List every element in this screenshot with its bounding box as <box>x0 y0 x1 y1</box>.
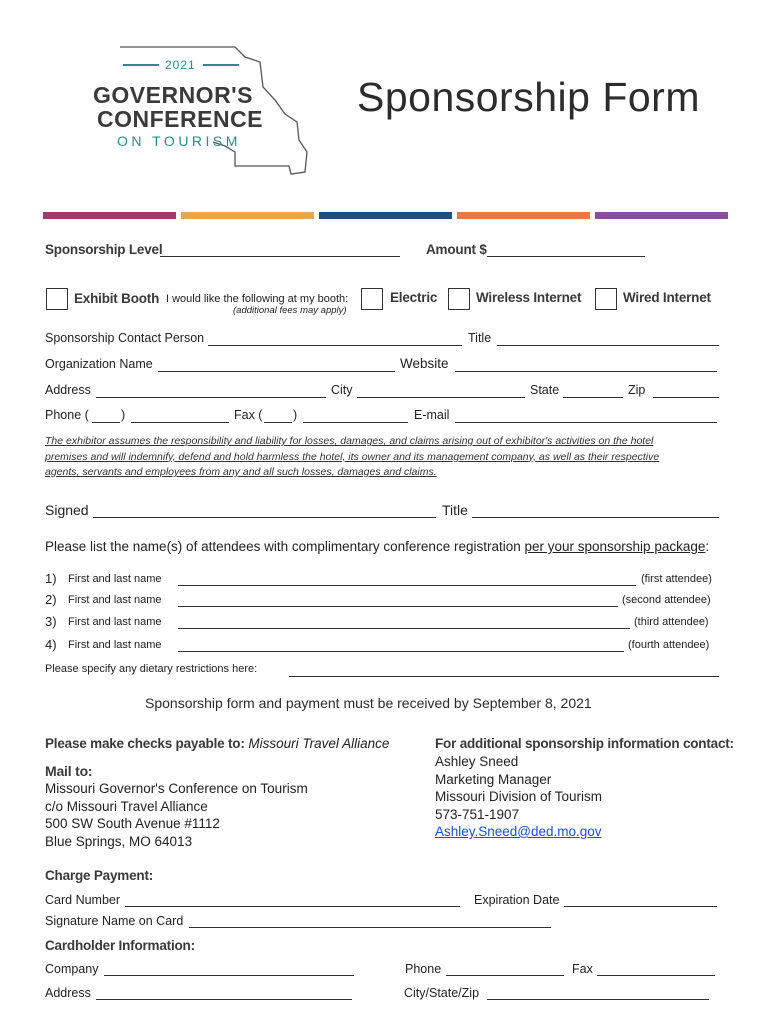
checks-payable-label <box>45 736 389 751</box>
conference-logo <box>85 42 315 182</box>
logo-line1: GOVERNOR'S <box>93 82 253 108</box>
signed-title-field[interactable] <box>472 505 719 518</box>
attendees-intro-text: Please list the name(s) of attendees with complimentary conference registration <box>45 539 521 554</box>
organization-name-label: Organization Name <box>45 357 153 371</box>
email-field[interactable] <box>455 410 717 423</box>
state-label: State <box>530 383 560 397</box>
info-contact-label: For additional sponsorship information contact: <box>435 736 734 751</box>
website-field[interactable] <box>455 359 717 372</box>
disclaimer-line-3: agents, servants and employees from any and all such losses, damages and claims. <box>45 466 437 478</box>
attendee-4-label: First and last name <box>68 639 162 651</box>
mail-line-3: 500 SW South Avenue #1112 <box>45 816 220 831</box>
attendee-2-field[interactable] <box>178 594 618 607</box>
info-contact-phone: 573-751-1907 <box>435 806 520 822</box>
signature-name-field[interactable] <box>189 915 551 928</box>
expiration-date-field[interactable] <box>564 894 717 907</box>
info-contact-name: Ashley Sneed <box>435 754 519 769</box>
cardholder-info-label: Cardholder Information: <box>45 938 195 953</box>
dietary-field[interactable] <box>289 664 719 677</box>
cardholder-phone-field[interactable] <box>446 963 564 976</box>
contact-person-label: Sponsorship Contact Person <box>45 331 205 345</box>
color-stripe-1 <box>43 212 176 219</box>
mail-to-label: Mail to: <box>45 763 93 779</box>
checks-payable-to: Missouri Travel Alliance <box>248 736 390 751</box>
mail-address <box>45 780 308 850</box>
address-label: Address <box>45 383 91 397</box>
booth-fees-note: (additional fees may apply) <box>233 305 347 316</box>
booth-following-text: I would like the following at my booth: <box>166 293 349 305</box>
sponsorship-level-field[interactable] <box>160 244 400 257</box>
attendee-1-label: First and last name <box>68 573 162 585</box>
contact-title-label: Title <box>468 331 492 345</box>
signed-label: Signed <box>45 502 89 518</box>
attendee-2-suffix: (second attendee) <box>622 594 711 606</box>
attendee-3-suffix: (third attendee) <box>634 616 709 628</box>
website-label: Website <box>400 356 449 371</box>
attendee-1-number: 1) <box>45 571 57 586</box>
zip-field[interactable] <box>653 385 719 398</box>
disclaimer-line-1: The exhibitor assumes the responsibility and liability for losses, damages, and claims arising out of exhibitor's activities on the hotel <box>45 435 654 447</box>
fax-area-field[interactable] <box>264 410 292 423</box>
electric-label: Electric <box>390 290 438 305</box>
info-contact-org: Missouri Division of Tourism <box>435 789 603 804</box>
logo-year: 2021 <box>165 58 196 72</box>
contact-person-field[interactable] <box>208 333 462 346</box>
color-stripe-4 <box>457 212 590 219</box>
info-contact-email-link[interactable]: Ashley.Sneed@ded.mo.gov <box>435 824 602 839</box>
phone-close-paren: ) <box>121 408 126 422</box>
logo-line2: CONFERENCE <box>97 106 264 132</box>
wireless-internet-label: Wireless Internet <box>476 290 582 305</box>
info-contact-role: Marketing Manager <box>435 771 552 787</box>
mail-line-4: Blue Springs, MO 64013 <box>45 833 193 849</box>
cardholder-company-field[interactable] <box>104 963 354 976</box>
phone-number-field[interactable] <box>131 410 229 423</box>
attendee-1-suffix: (first attendee) <box>641 573 712 585</box>
cardholder-address-field[interactable] <box>96 987 352 1000</box>
amount-field[interactable] <box>487 244 645 257</box>
signed-field[interactable] <box>93 505 436 518</box>
exhibit-booth-checkbox[interactable] <box>46 288 68 310</box>
phone-area-field[interactable] <box>92 410 120 423</box>
cardholder-city-state-zip-field[interactable] <box>487 987 709 1000</box>
sponsorship-level-label: Sponsorship Level <box>45 242 163 257</box>
card-number-label: Card Number <box>45 893 121 907</box>
attendee-4-suffix: (fourth attendee) <box>628 639 710 651</box>
cardholder-fax-label: Fax <box>572 962 593 976</box>
attendee-2-number: 2) <box>45 592 57 607</box>
attendee-2-label: First and last name <box>68 594 162 606</box>
mail-line-2: c/o Missouri Travel Alliance <box>45 798 208 814</box>
address-field[interactable] <box>96 385 326 398</box>
attendees-intro <box>45 539 709 554</box>
page-title: Sponsorship Form <box>357 74 700 120</box>
zip-label: Zip <box>628 383 646 397</box>
liability-disclaimer <box>45 434 725 481</box>
email-label: E-mail <box>414 408 450 422</box>
wireless-internet-checkbox[interactable] <box>448 288 470 310</box>
logo-line3: ON TOURISM <box>117 133 241 149</box>
color-stripe-2 <box>181 212 314 219</box>
electric-checkbox[interactable] <box>361 288 383 310</box>
mail-line-1: Missouri Governor's Conference on Tourism <box>45 781 308 796</box>
color-stripe-5 <box>595 212 728 219</box>
expiration-date-label: Expiration Date <box>474 893 560 907</box>
wired-internet-label: Wired Internet <box>623 290 711 305</box>
attendees-intro-underlined: per your sponsorship package <box>524 539 706 554</box>
attendee-4-field[interactable] <box>178 639 624 652</box>
city-label: City <box>331 383 353 397</box>
cardholder-city-state-zip-label: City/State/Zip <box>404 986 480 1000</box>
charge-payment-label: Charge Payment: <box>45 868 154 883</box>
cardholder-fax-field[interactable] <box>597 963 715 976</box>
attendees-intro-end: : <box>705 539 710 554</box>
exhibit-booth-label: Exhibit Booth <box>74 291 160 306</box>
card-number-field[interactable] <box>125 894 460 907</box>
state-field[interactable] <box>563 385 623 398</box>
amount-label: Amount $ <box>426 242 487 257</box>
deadline-notice: Sponsorship form and payment must be received by September 8, 2021 <box>145 695 592 711</box>
checks-label-text: Please make checks payable to: <box>45 736 245 751</box>
color-stripe-3 <box>319 212 452 219</box>
fax-label: Fax ( <box>234 408 263 422</box>
signed-title-label: Title <box>442 502 468 518</box>
attendee-1-field[interactable] <box>178 573 636 586</box>
info-contact-block <box>435 753 602 841</box>
disclaimer-line-2: premises and will indemnify, defend and hold harmless the hotel, its owner and its management company, as well as their respective <box>45 450 660 463</box>
phone-label: Phone ( <box>45 408 89 422</box>
contact-title-field[interactable] <box>497 333 719 346</box>
city-field[interactable] <box>357 385 525 398</box>
fax-close-paren: ) <box>293 408 298 422</box>
organization-name-field[interactable] <box>158 359 395 372</box>
wired-internet-checkbox[interactable] <box>595 288 617 310</box>
fax-number-field[interactable] <box>303 410 408 423</box>
cardholder-company-label: Company <box>45 962 99 976</box>
cardholder-phone-label: Phone <box>405 962 442 976</box>
signature-name-label: Signature Name on Card <box>45 914 184 928</box>
attendee-4-number: 4) <box>45 637 57 652</box>
attendee-3-label: First and last name <box>68 616 162 628</box>
cardholder-address-label: Address <box>45 986 91 1000</box>
attendee-3-field[interactable] <box>178 616 630 629</box>
dietary-label: Please specify any dietary restrictions here: <box>45 663 258 675</box>
attendee-3-number: 3) <box>45 614 57 629</box>
